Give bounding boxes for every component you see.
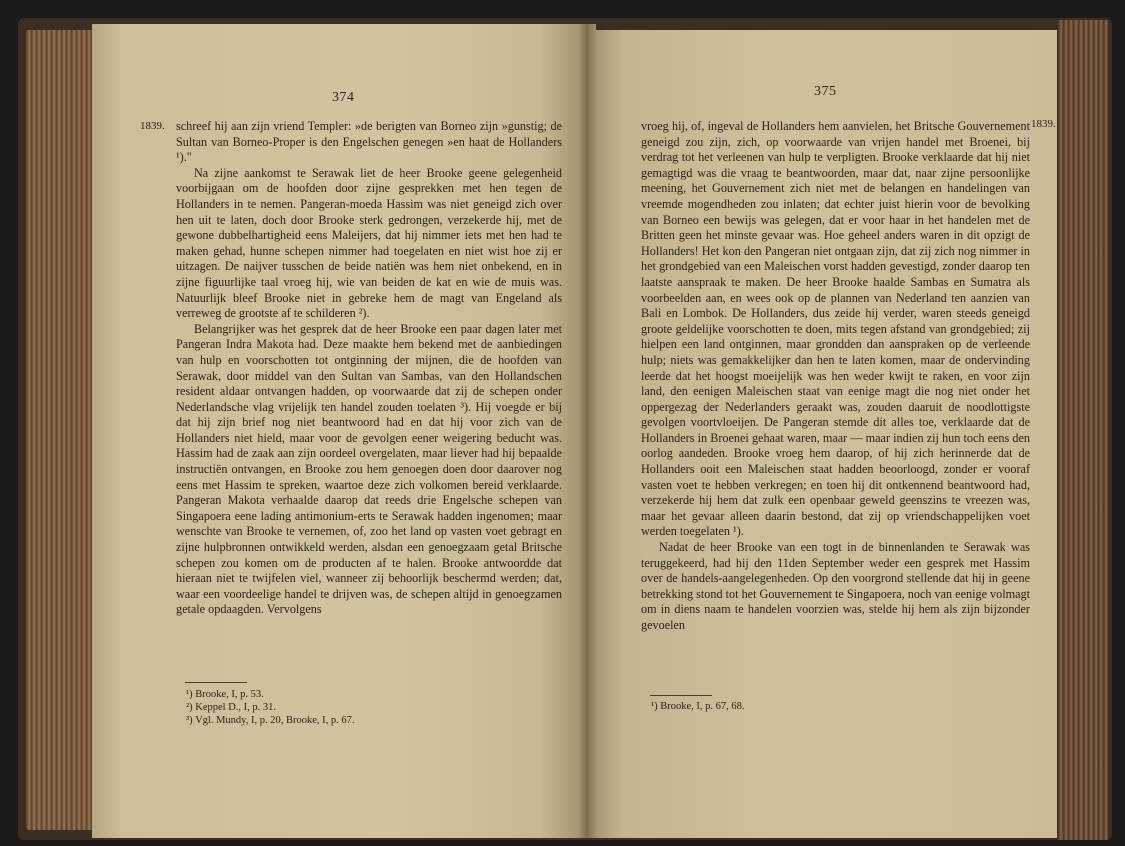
page-edges-right <box>1058 20 1108 840</box>
paragraph: vroeg hij, of, ingeval de Hollanders hem aanvielen, het Britsche Gouvernement geneigd zou zijn, zich, op voorwaarde van vrijen handel met Broenei, bij verdrag tot het verleenen van hulp te verpligten. Brooke verklaarde dat hij niet gemagtigd was die vraag te beantwoorden, maar dat, naar zijne persoonlijke meening, het Gouvernement zich niet met de belangen en handelingen van vreemde mogendheden zou inlaten; dat echter juist hierin voor de bevolking van Borneo een bewijs was gelegen, dat er voor haar in het handelen met de Britten geen het minste gevaar was. Hoe geheel anders waren in dit opzigt de Hollanders! Het kon den Pangeran niet ontgaan zijn, dat zij zich nog nimmer in het grondgebied van een Maleischen vorst hadden gevestigd, zonder daarop ten laatste aanspraak te maken. De heer Brooke haalde Sambas en Sumatra als voorbeelden aan, en wees ook op de plannen van Nederland ten aanzien van Bali en Lombok. De Hollanders, dus zeide hij verder, waren steeds geneigd groote geldelijke voorschotten te doen, mits tegen afstand van grondgebied; zij hielpen een land ontginnen, maar grondden dan aanspraken op de verleende hulp; niets was gemakkelijker dan hen te laten komen, maar de ondervinding leerde dat het hoogst moeijelijk was hen weder kwijt te raken, en voor zijn land, den eenigen Maleischen staat van eenige magt die nog niet onder het oppergezag der Nederlanders geraakt was, zouden daaruit de noodlottigste gevolgen voortvloeijen. De Pangeran stemde dit alles toe, verklaarde dat de Hollanders in Broenei gehaat waren, maar — maar indien zij hun toch eens den oorlog aandeden. Brooke vroeg hem daarop, of hij zich herinnerde dat de Hollanders ooit een Maleischen staat hadden beoorloogd, zonder er vooraf vasten voet te hebben verkregen; en toen hij dit ontkennend beantwoord had, verzekerde hij hem dat zulk een openbaar geweld geenszins te vreezen was, maar het gevaar alleen daarin bestond, dat zij op vriendschappelijken voet werden toegelaten ¹). <box>641 119 1030 539</box>
left-page-number: 374 <box>332 90 355 105</box>
footnote-rule <box>650 695 712 696</box>
paragraph: Belangrijker was het gesprek dat de heer Brooke een paar dagen later met Pangeran Indra Makota had. Deze maakte hem bekend met de aanbiedingen van hulp en voorschotten tot ontginning der mijnen, die de hoofden van Serawak, door middel van den Sultan van Sambas, van den Hollandschen resident aldaar ontvangen hadden, op voorwaarde dat zij de schepen onder Nederlandsche vlag vrijelijk ten handel zouden toelaten ³). Hij voegde er bij dat hij zijn brief nog niet beantwoord had en dat hij voor zich van de Hollanders niet hield, maar voor de gevolgen eener weigering beducht was. Hassim had de zaak aan zijn oordeel overgelaten, maar liever had hij bepaalde instructiën ontvangen, en Brooke zou hem genoegen doen door daarover nog eens met Hassim te spreken, waartoe deze zich volkomen bereid verklaarde. Pangeran Makota verhaalde daarop dat reeds drie Engelsche schepen van Singapoera eene lading antimonium-erts te Serawak hadden ingenomen; maar wenschte van Brooke te vernemen, of, zoo het land op vasten voet gebragt en zijne hulpbronnen ontwikkeld werden, alsdan een genoegzaam getal Britsche schepen zou komen om de producten af te halen. Brooke antwoordde dat hieraan niet te twijfelen viel, wanneer zij behoorlijk beschermd werden; dat, waar een voordeelige handel te drijven was, de schepen altijd in genoegzamen getale opdaagden. Vervolgens <box>176 321 562 617</box>
footnote: ³) Vgl. Mundy, I, p. 20, Brooke, I, p. 67. <box>186 715 355 726</box>
book-gutter <box>578 24 596 838</box>
left-margin-year: 1839. <box>140 120 165 132</box>
paragraph: schreef hij aan zijn vriend Templer: »de berigten van Borneo zijn »gunstig; de Sultan van Borneo-Proper is den Engelschen genegen »en haat de Hollanders ¹)." <box>176 119 562 165</box>
footnote: ¹) Brooke, I, p. 67, 68. <box>651 701 745 712</box>
right-margin-year: 1839. <box>1031 118 1056 130</box>
left-page-text <box>176 119 562 618</box>
paragraph: Nadat de heer Brooke van een togt in de binnenlanden te Serawak was teruggekeerd, had hij den 11den September weder een gesprek met Hassim over de handels-aangelegenheden. Op den voorgrond stellende dat hij in geene betrekking stond tot het Gouvernement te Singapoera, noch van eenige volmagt om in diens naam te handelen voorzien was, stelde hij hem als zijn bijzonder gevoelen <box>641 540 1030 632</box>
footnote-rule <box>185 682 247 683</box>
footnote: ¹) Brooke, I, p. 53. <box>186 689 264 700</box>
footnote: ²) Keppel D., I, p. 31. <box>186 702 277 713</box>
right-footnotes <box>651 700 745 713</box>
paragraph: Na zijne aankomst te Serawak liet de heer Brooke geene gelegenheid voorbijgaan om de hoofden door zijne gesprekken met hen tegen de Hollanders in te nemen. Pangeran-moeda Hassim was niet geneigd zich over hen uit te laten, doch door Brooke sterk gedrongen, verzekerde hij, met de gewone dubbelhartigheid eens Maleijers, dat hij nimmer iets met hen had te maken gehad, hunne schepen nimmer had toegelaten en niet wist hoe zij er uitzagen. De naijver tusschen de beide natiën was hem niet onbekend, en in zijne figuurlijke taal vroeg hij, wie van beiden de kat en wie de muis was. Natuurlijk bleef Brooke niet in gebreke hem de magt van Engeland als verreweg de grootste af te schilderen ²). <box>176 165 562 321</box>
right-page-number: 375 <box>814 84 837 99</box>
right-page-text <box>641 119 1030 634</box>
left-footnotes <box>186 688 355 727</box>
